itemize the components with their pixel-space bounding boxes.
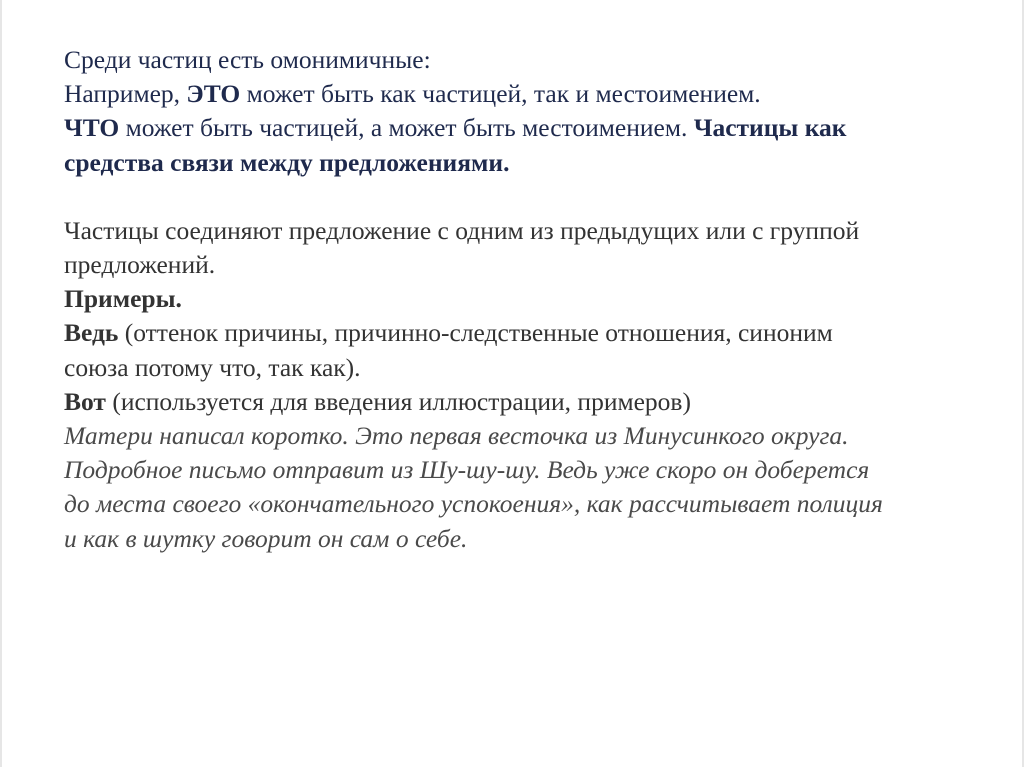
intro-line-4	[64, 146, 994, 180]
ved-description: (оттенок причины, причинно-следственные отношения, синоним	[118, 318, 833, 348]
examples-heading: Примеры.	[64, 284, 182, 314]
quote-text: Подробное письмо отправит из Шу-шу-шу. Ведь уже скоро он доберется	[64, 455, 870, 485]
intro-text: Например,	[64, 79, 187, 109]
body-text: Частицы соединяют предложение с одним из предыдущих или с группой	[64, 215, 860, 245]
intro-line-2	[64, 77, 994, 111]
examples-heading-line	[64, 282, 994, 316]
body-text: предложений.	[64, 250, 216, 280]
keyword-ved: Ведь	[64, 318, 119, 348]
slide-content	[64, 43, 994, 556]
quote-line-2	[64, 453, 994, 487]
quote-text: до места своего «окончательного успокоения», как рассчитывает полиция	[64, 489, 883, 519]
intro-line-1	[64, 43, 994, 77]
keyword-chto: ЧТО	[64, 113, 120, 143]
vot-description: (используется для введения иллюстрации, примеров)	[105, 386, 691, 416]
vot-line	[64, 385, 994, 419]
intro-text: Среди частиц есть омонимичные:	[64, 45, 431, 74]
spacer	[64, 180, 994, 214]
intro-text: может быть частицей, а может быть местоимением.	[119, 113, 694, 143]
ved-line-continued	[64, 351, 994, 385]
body-line-2	[64, 248, 994, 282]
intro-line-3	[64, 111, 994, 145]
quote-line-1	[64, 419, 994, 453]
ved-line	[64, 316, 994, 350]
subtitle-part-1: Частицы как	[693, 113, 847, 143]
body-line-1	[64, 214, 994, 248]
quote-text: и как в шутку говорит он сам о себе.	[64, 523, 468, 553]
subtitle-part-2: средства связи между предложениями.	[64, 147, 510, 177]
intro-text: может быть как частицей, так и местоимением.	[240, 79, 761, 109]
quote-text: Матери написал коротко. Это первая весточка из Минусинкого округа.	[64, 421, 849, 451]
keyword-eto: ЭТО	[186, 79, 241, 109]
ved-description: союза потому что, так как).	[64, 352, 361, 382]
keyword-vot: Вот	[64, 386, 106, 416]
quote-line-4	[64, 522, 994, 556]
quote-line-3	[64, 487, 994, 521]
